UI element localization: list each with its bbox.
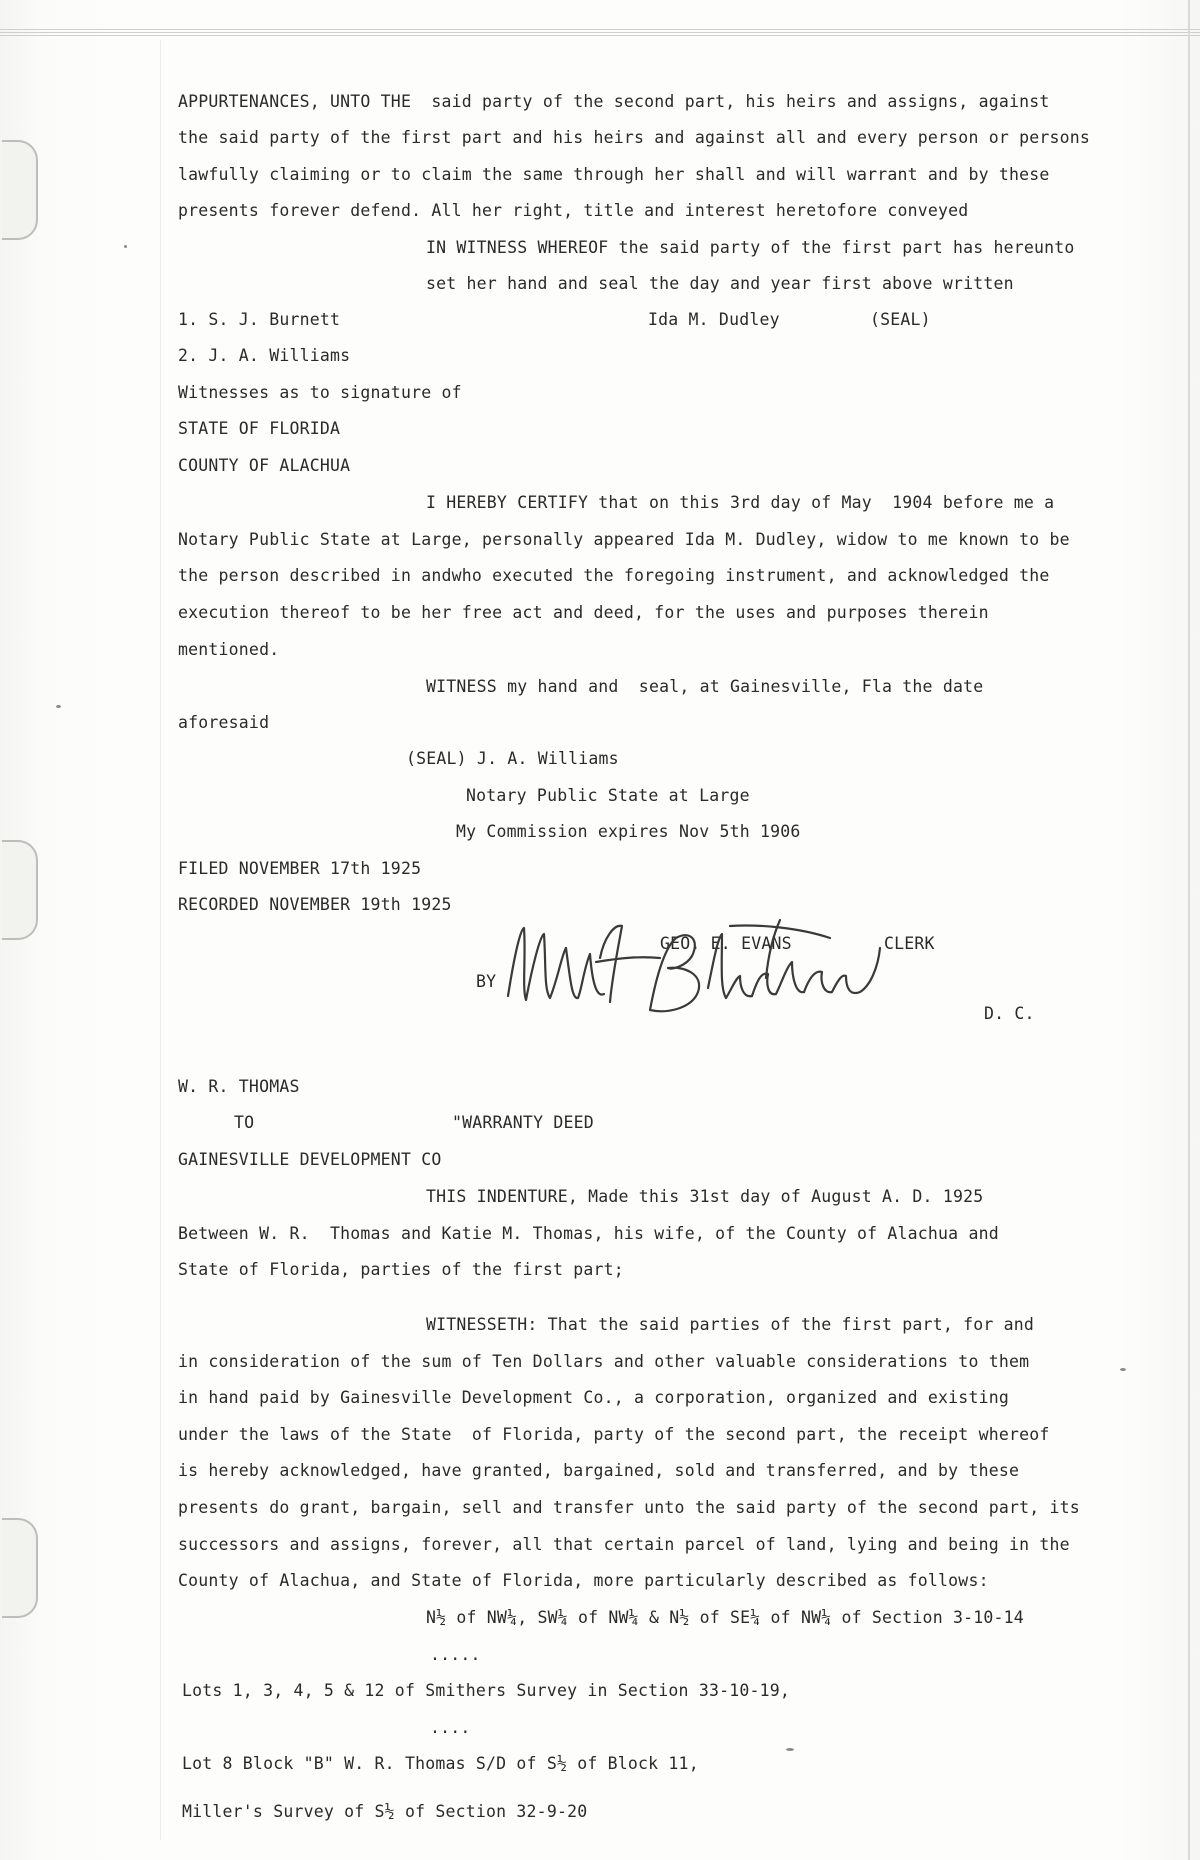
text-line: APPURTENANCES, UNTO THE said party of the second part, his heirs and assigns, against: [178, 92, 1050, 111]
commission-expiry: My Commission expires Nov 5th 1906: [456, 822, 801, 841]
text-line: I HEREBY CERTIFY that on this 3rd day of May 1904 before me a: [426, 493, 1055, 512]
text-line: Witnesses as to signature of: [178, 383, 462, 402]
text-line: State of Florida, parties of the first part;: [178, 1260, 624, 1279]
text-line: THIS INDENTURE, Made this 31st day of August A. D. 1925: [426, 1187, 984, 1206]
witness-1: 1. S. J. Burnett: [178, 310, 341, 329]
scan-speck: [56, 705, 61, 708]
text-line: IN WITNESS WHEREOF the said party of the first part has hereunto: [426, 238, 1075, 257]
clerk-title: CLERK: [884, 934, 935, 953]
punch-hole: [2, 1518, 38, 1618]
separator-dots: ....: [430, 1718, 471, 1737]
recorded-date: RECORDED NOVEMBER 19th 1925: [178, 895, 452, 914]
text-line: the person described in andwho executed the foregoing instrument, and acknowledged the: [178, 566, 1050, 585]
scan-speck: [124, 245, 127, 248]
grantee-name: GAINESVILLE DEVELOPMENT CO: [178, 1150, 442, 1169]
text-line: execution thereof to be her free act and deed, for the uses and purposes therein: [178, 603, 989, 622]
text-line: Between W. R. Thomas and Katie M. Thomas, his wife, of the County of Alachua and: [178, 1224, 999, 1243]
deed-title: "WARRANTY DEED: [452, 1113, 594, 1132]
text-line: set her hand and seal the day and year first above written: [426, 274, 1014, 293]
punch-hole: [2, 140, 38, 240]
seal-label: (SEAL): [870, 310, 931, 329]
to-label: TO: [234, 1113, 255, 1132]
text-line: presents do grant, bargain, sell and transfer unto the said party of the second part, its: [178, 1498, 1080, 1517]
legal-description: Lot 8 Block "B" W. R. Thomas S/D of S½ of Block 11,: [182, 1754, 699, 1773]
text-line: lawfully claiming or to claim the same through her shall and will warrant and by these: [178, 165, 1050, 184]
filed-date: FILED NOVEMBER 17th 1925: [178, 859, 422, 878]
text-line: under the laws of the State of Florida, party of the second part, the receipt whereof: [178, 1425, 1050, 1444]
text-line: aforesaid: [178, 713, 270, 732]
text-line: mentioned.: [178, 640, 280, 659]
text-line: successors and assigns, forever, all that certain parcel of land, lying and being in the: [178, 1535, 1070, 1554]
legal-description: Miller's Survey of S½ of Section 32-9-20: [182, 1802, 588, 1821]
punch-hole: [2, 840, 38, 940]
text-line: County of Alachua, and State of Florida, more particularly described as follows:: [178, 1571, 989, 1590]
county-heading: COUNTY OF ALACHUA: [178, 456, 351, 475]
text-line: in consideration of the sum of Ten Dollars and other valuable considerations to them: [178, 1352, 1030, 1371]
text-line: WITNESS my hand and seal, at Gainesville, Fla the date: [426, 677, 984, 696]
text-line: the said party of the first part and his heirs and against all and every person or persons: [178, 128, 1091, 147]
separator-dots: .....: [430, 1645, 481, 1664]
by-label: BY: [476, 972, 497, 991]
page-edge: [1188, 0, 1190, 1860]
grantor-name: W. R. THOMAS: [178, 1077, 300, 1096]
state-heading: STATE OF FLORIDA: [178, 419, 341, 438]
text-line: presents forever defend. All her right, title and interest heretofore conveyed: [178, 201, 969, 220]
top-rule: [0, 28, 1200, 36]
witness-2: 2. J. A. Williams: [178, 346, 351, 365]
notary-name: (SEAL) J. A. Williams: [406, 749, 619, 768]
text-line: in hand paid by Gainesville Development Co., a corporation, organized and existing: [178, 1388, 1009, 1407]
scan-speck: [786, 1748, 794, 1751]
text-line: is hereby acknowledged, have granted, bargained, sold and transferred, and by these: [178, 1461, 1020, 1480]
clerk-name: GEO. E. EVANS: [660, 934, 792, 953]
notary-title: Notary Public State at Large: [466, 786, 750, 805]
deputy-clerk-label: D. C.: [984, 1004, 1035, 1023]
grantor-signature: Ida M. Dudley: [648, 310, 780, 329]
handwritten-signature: [500, 918, 890, 1030]
legal-description: Lots 1, 3, 4, 5 & 12 of Smithers Survey in Section 33-10-19,: [182, 1681, 791, 1700]
margin-guide: [160, 40, 161, 1840]
text-line: WITNESSETH: That the said parties of the first part, for and: [426, 1315, 1035, 1334]
legal-description: N½ of NW¼, SW¼ of NW¼ & N½ of SE¼ of NW¼ of Section 3-10-14: [426, 1608, 1024, 1627]
text-line: Notary Public State at Large, personally appeared Ida M. Dudley, widow to me known to be: [178, 530, 1070, 549]
scan-speck: [1120, 1368, 1126, 1371]
